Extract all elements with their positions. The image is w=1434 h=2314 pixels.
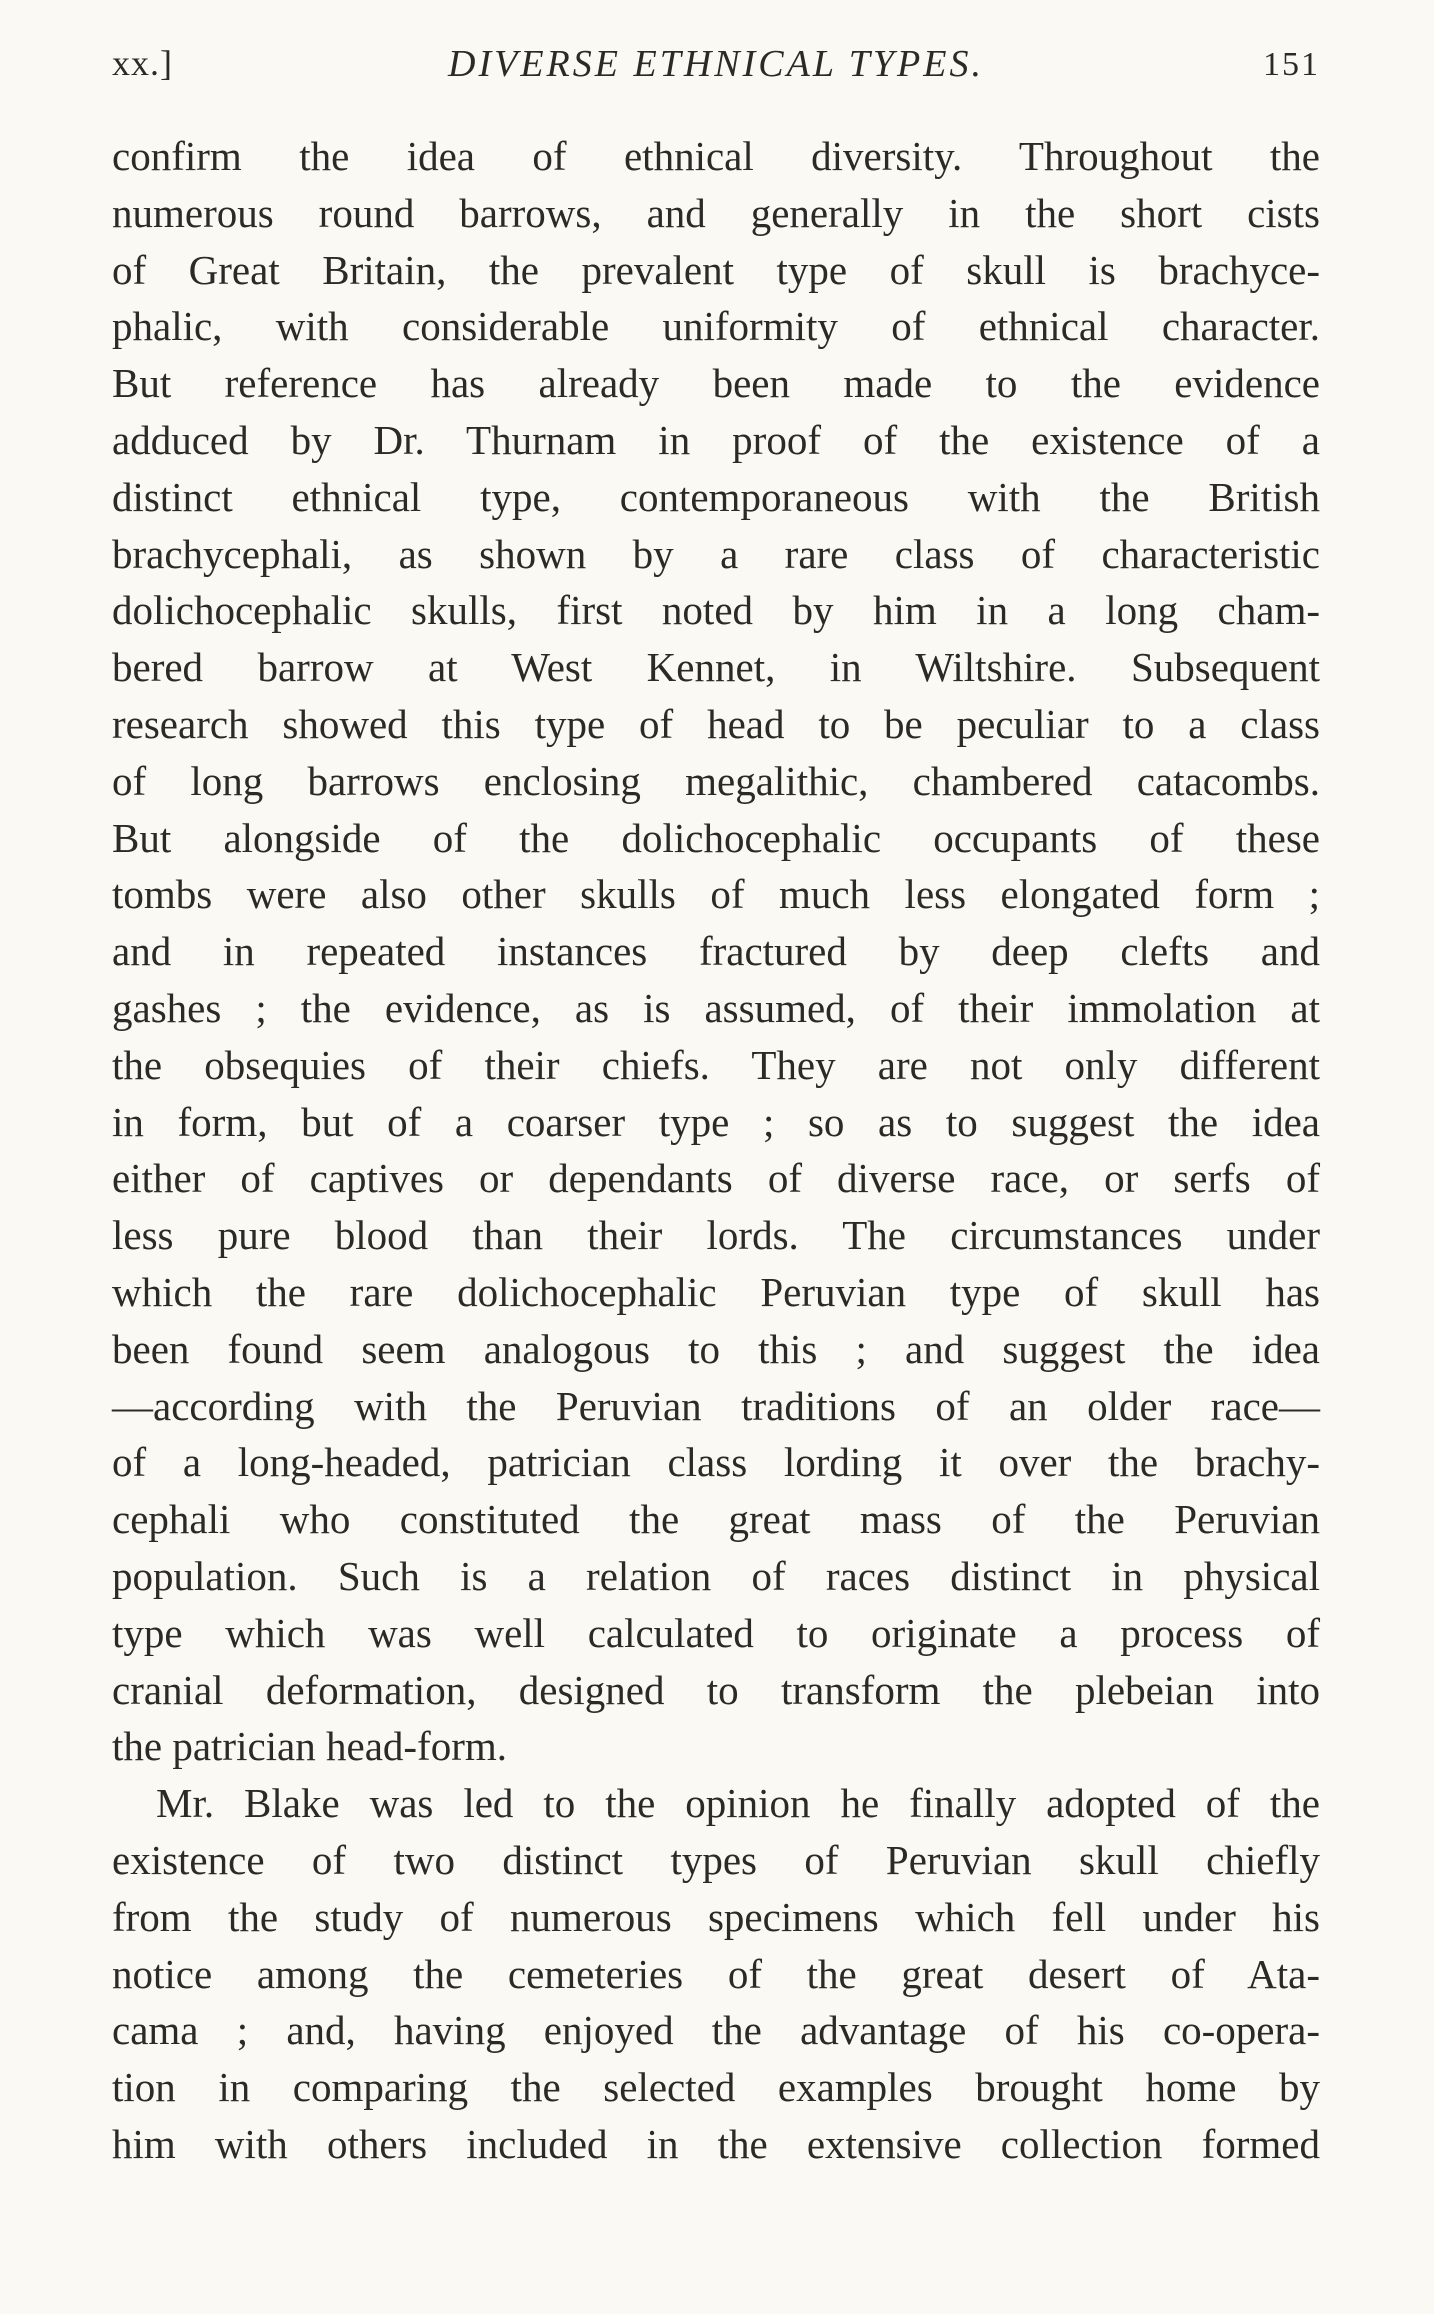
text-line: confirm the idea of ethnical diversity. Throughout the [112, 133, 1320, 179]
text-line: in form, but of a coarser type ; so as to suggest the idea [112, 1098, 1320, 1145]
text-line: phalic, with considerable uniformity of ethnical character. [112, 303, 1320, 350]
body-text [112, 128, 1320, 2173]
text-line: But reference has already been made to the evidence [112, 360, 1320, 407]
text-line: research showed this type of head to be peculiar to a class [112, 700, 1320, 747]
text-line: distinct ethnical type, contemporaneous with the British [112, 473, 1320, 520]
text-line: notice among the cemeteries of the great desert of Ata- [112, 1950, 1320, 1997]
text-line: bered barrow at West Kennet, in Wiltshire. Subsequent [112, 644, 1320, 691]
text-line: of Great Britain, the prevalent type of skull is brachyce- [112, 246, 1320, 293]
text-line: gashes ; the evidence, as is assumed, of their immolation at [112, 984, 1320, 1031]
text-line: type which was well calculated to originate a process of [112, 1609, 1320, 1656]
text-line: But alongside of the dolichocephalic occupants of these [112, 814, 1320, 861]
text-line: Mr. Blake was led to the opinion he finally adopted of the [156, 1780, 1320, 1827]
text-line: the obsequies of their chiefs. They are not only different [112, 1041, 1320, 1088]
text-line: from the study of numerous specimens which fell under his [112, 1893, 1320, 1940]
text-line: cephali who constituted the great mass of the Peruvian [112, 1496, 1320, 1543]
text-line: population. Such is a relation of races distinct in physical [112, 1552, 1320, 1599]
text-line: less pure blood than their lords. The circumstances under [112, 1212, 1320, 1259]
text-line: tion in comparing the selected examples brought home by [112, 2064, 1320, 2111]
text-line: the patrician head-form. [112, 1723, 508, 1770]
chapter-marker: xx.] [112, 43, 173, 83]
running-head [112, 36, 1320, 96]
text-line: of a long-headed, patrician class lording it over the brachy- [112, 1439, 1320, 1486]
text-line: —according with the Peruvian traditions of an older race— [112, 1382, 1320, 1429]
text-line: cranial deformation, designed to transform the plebeian into [112, 1666, 1320, 1713]
text-line: existence of two distinct types of Peruvian skull chiefly [112, 1836, 1320, 1883]
text-line: numerous round barrows, and generally in the short cists [112, 189, 1320, 236]
text-line: been found seem analogous to this ; and suggest the idea [112, 1325, 1320, 1372]
running-title: DIVERSE ETHNICAL TYPES. [448, 43, 984, 85]
text-line: brachycephali, as shown by a rare class of characteristic [112, 530, 1320, 577]
text-line: adduced by Dr. Thurnam in proof of the existence of a [112, 416, 1320, 463]
text-line: which the rare dolichocephalic Peruvian type of skull has [112, 1268, 1320, 1315]
text-line: of long barrows enclosing megalithic, chambered catacombs. [112, 757, 1320, 804]
text-line: either of captives or dependants of diverse race, or serfs of [112, 1155, 1320, 1202]
text-line: him with others included in the extensive collection formed [112, 2120, 1320, 2167]
text-line: tombs were also other skulls of much less elongated form ; [112, 871, 1320, 918]
page-number: 151 [1263, 46, 1320, 83]
text-line: dolichocephalic skulls, first noted by him in a long cham- [112, 587, 1320, 634]
text-line: and in repeated instances fractured by deep clefts and [112, 928, 1320, 975]
text-line: cama ; and, having enjoyed the advantage of his co-opera- [112, 2007, 1320, 2054]
